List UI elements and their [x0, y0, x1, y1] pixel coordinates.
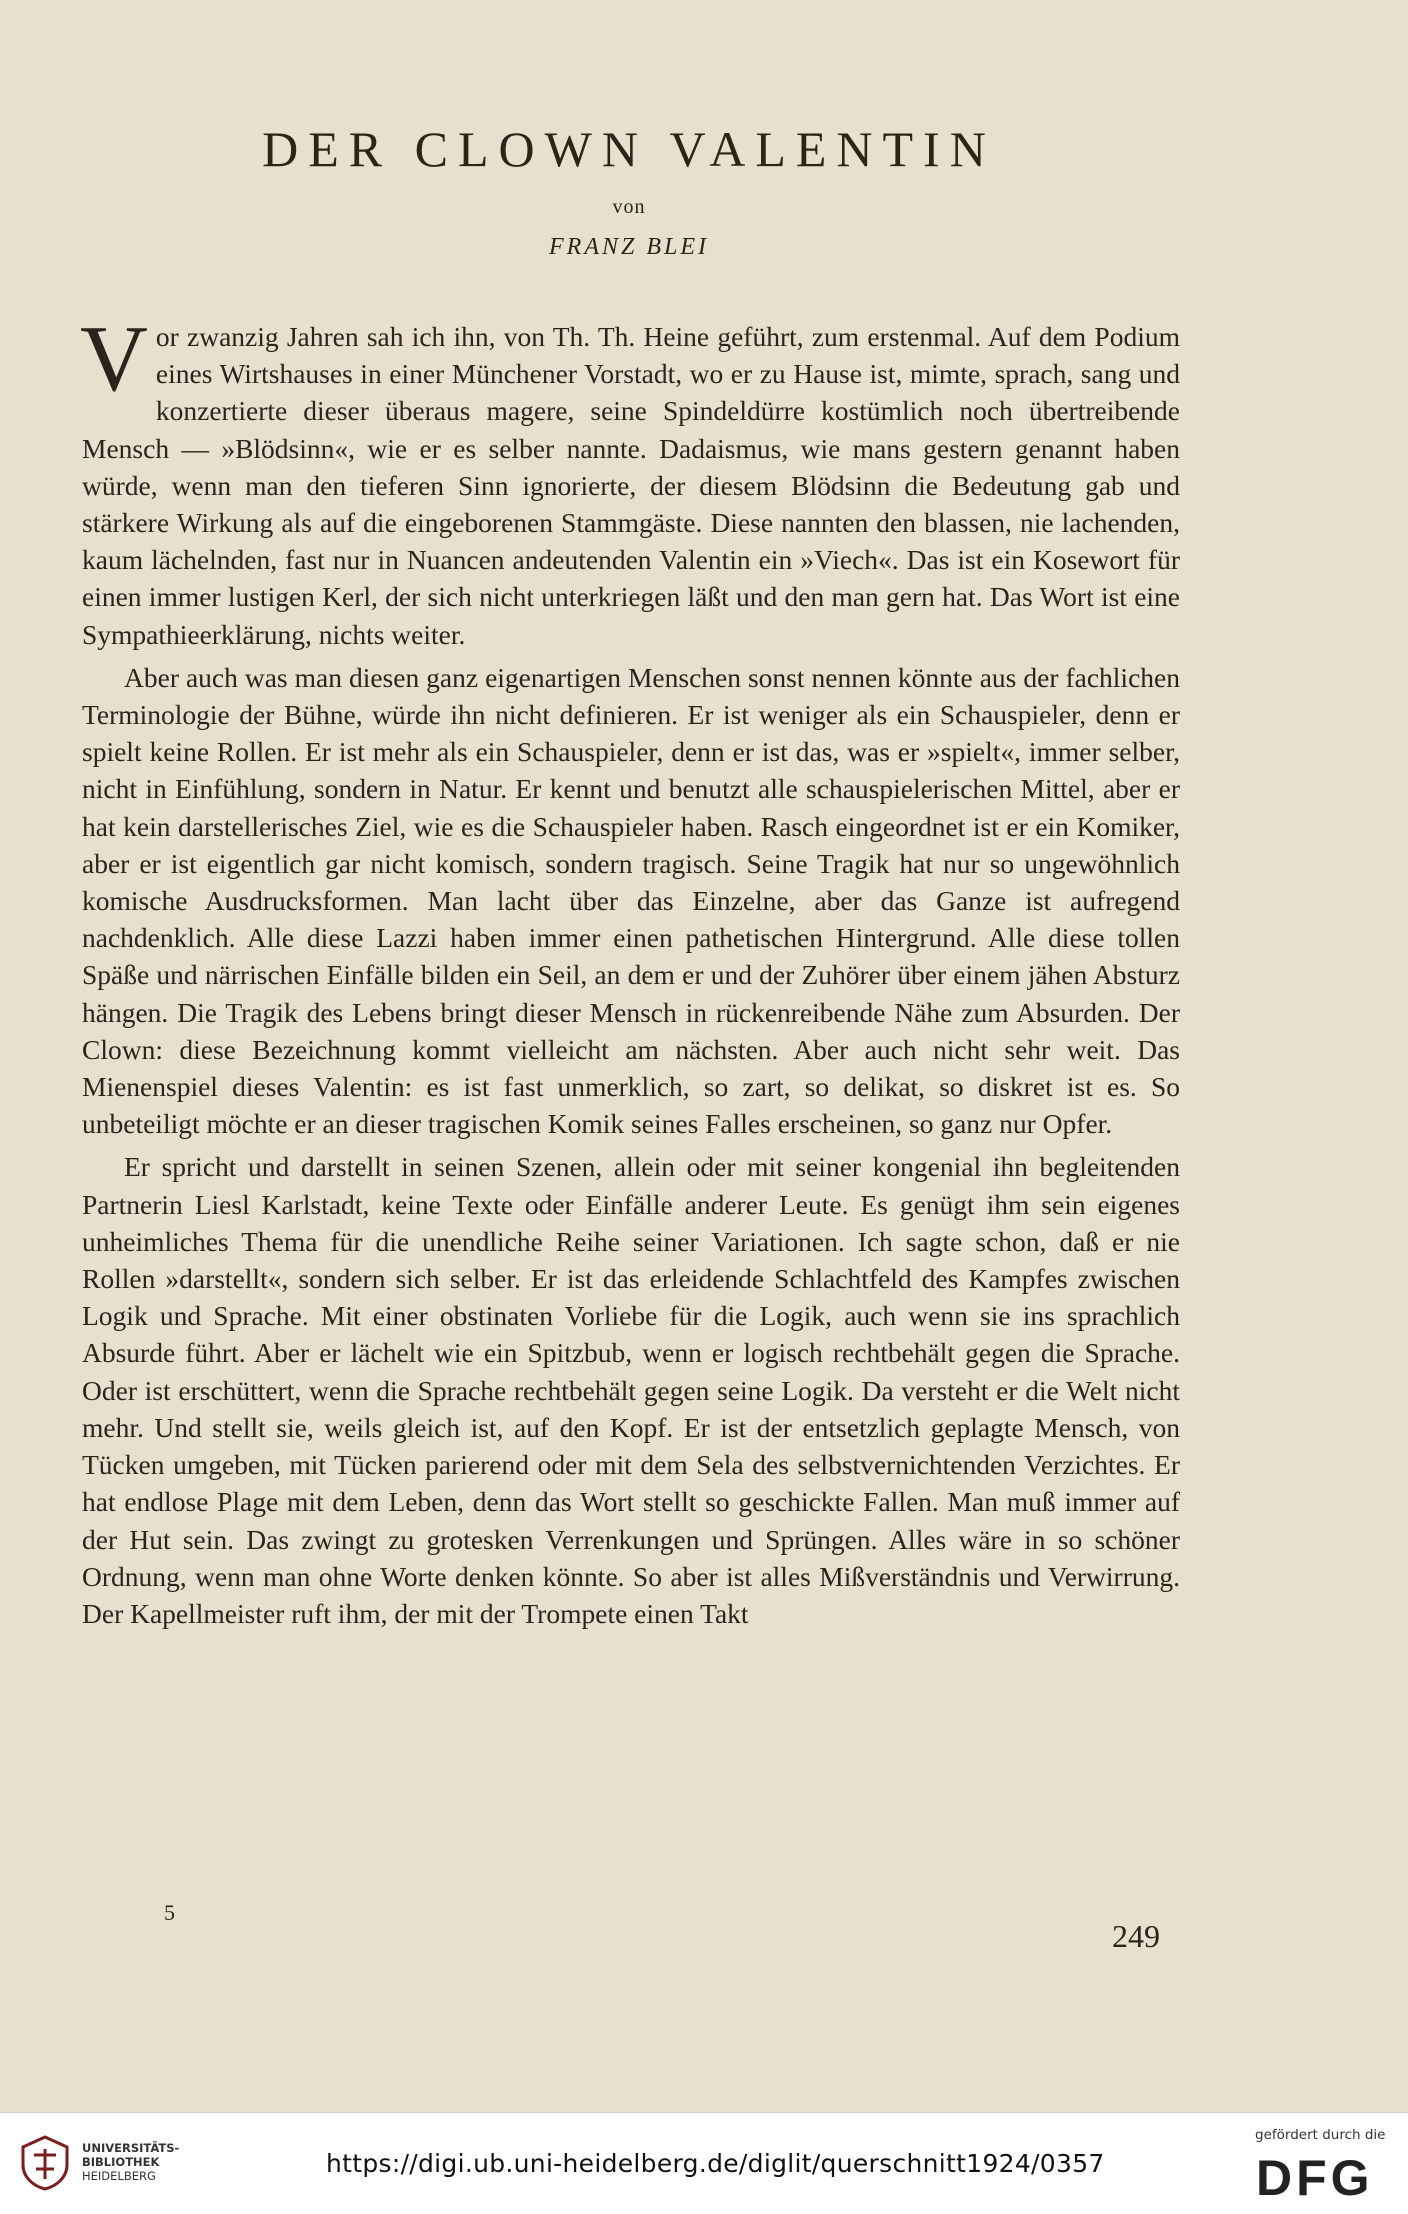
article-title: DER CLOWN VALENTIN — [262, 121, 996, 177]
library-line-2: BIBLIOTHEK — [82, 2155, 160, 2169]
funded-by-label: gefördert durch die — [1255, 2127, 1386, 2143]
article-body — [80, 307, 1180, 1632]
svg-text:DFG: DFG — [1256, 2150, 1374, 2203]
library-line-3: HEIDELBERG — [82, 2169, 156, 2183]
permalink-url[interactable]: https://digi.ub.uni-heidelberg.de/diglit/querschnitt1924/0357 — [326, 2149, 1105, 2178]
library-name — [82, 2141, 179, 2183]
university-seal-icon — [20, 2135, 70, 2191]
paragraph-3: Er spricht und darstellt in seinen Szenen, allein oder mit seiner kongenial ihn begleitenden Partnerin Liesl Karlstadt, keine Texte oder Einfälle anderer Leute. Es genügt ihm sein eigenes unheimliches Thema für die unendliche Reihe seiner Variationen. Ich sagte schon, daß er nie Rollen »darstellt«, sondern sich selber. Er ist das erleidende Schlachtfeld des Kampfes zwischen Logik und Sprache. Mit einer obstinaten Vorliebe für die Logik, auch wenn sie ins sprachlich Absurde führt. Aber er lächelt wie ein Spitzbub, wenn er logisch rechtbehält gegen die Sprache. Oder ist erschüttert, wenn die Sprache rechtbehält gegen seine Logik. Da versteht er die Welt nicht mehr. Und stellt sie, weils gleich ist, auf den Kopf. Er ist der entsetzlich geplagte Mensch, von Tücken umgeben, mit Tücken parierend oder mit dem Sela des selbstvernichtenden Verzichtes. Er hat endlose Plage mit dem Leben, denn das Wort stellt so geschickte Fallen. Man muß immer auf der Hut sein. Das zwingt zu grotesken Verrenkungen und Sprüngen. Alles wäre in so schöner Ordnung, wenn man ohne Worte denken könnte. So aber ist alles Mißverständnis und Verwirrung. Der Kapellmeister ruft ihm, der mit der Trompete einen Takt — [82, 1151, 1180, 1629]
paragraph-2: Aber auch was man diesen ganz eigenartigen Menschen sonst nennen könnte aus der fachlichen Terminologie der Bühne, würde ihn nicht definieren. Er ist weniger als ein Schauspieler, denn er spielt keine Rollen. Er ist mehr als ein Schauspieler, denn er ist das, was er »spielt«, immer selber, nicht in Einfühlung, sondern in Natur. Er kennt und benutzt alle schauspielerischen Mittel, aber er hat kein darstellerisches Ziel, wie es die Schauspieler haben. Rasch eingeordnet ist er ein Komiker, aber er ist eigentlich gar nicht komisch, sondern tragisch. Seine Tragik hat nur so ungewöhnlich komische Ausdrucksformen. Man lacht über das Einzelne, aber das Ganze ist aufregend nachdenklich. Alle diese Lazzi haben immer einen pathetischen Hintergrund. Alle diese tollen Späße und närrischen Einfälle bilden ein Seil, an dem er und der Zuhörer über einem jähen Absturz hängen. Die Tragik des Lebens bringt dieser Mensch in rückenreibende Nähe zum Absurden. Der Clown: diese Bezeichnung kommt vielleicht am nächsten. Aber auch nicht sehr weit. Das Mienenspiel dieses Valentin: es ist fast unmerklich, so zart, so delikat, so diskret ist es. So unbeteiligt möchte er an dieser tragischen Komik seines Falles erscheinen, so ganz nur Opfer. — [82, 661, 1180, 1140]
drop-cap: V — [80, 307, 148, 411]
signature-mark: 5 — [164, 1900, 175, 1925]
library-line-1: UNIVERSITÄTS- — [82, 2141, 180, 2155]
footer-bar — [0, 2112, 1408, 2214]
page-number: 249 — [1112, 1918, 1160, 1954]
author-name: FRANZ BLEI — [549, 234, 709, 260]
paragraph-1-text: or zwanzig Jahren sah ich ihn, von Th. Th. Heine geführt, zum erstenmal. Auf dem Podium eines Wirtshauses in einer Münchener Vorstadt, wo er zu Hause ist, mimte, sprach, sang und konzertierte dieser überaus magere, seine Spindeldürre kostümlich noch übertreibende Mensch — »Blödsinn«, wie er es selber nannte. Dadaismus, wie mans gestern genannt haben würde, wenn man den tieferen Sinn ignorierte, der diesem Blödsinn die Bedeutung gab und stärkere Wirkung als auf die eingeborenen Stammgäste. Diese nannten den blassen, nie lachenden, kaum lächelnden, fast nur in Nuancen andeutenden Valentin ein »Viech«. Das ist ein Kosewort für einen immer lustigen Kerl, der sich nicht unterkriegen läßt und den man gern hat. Das Wort ist eine Sympathieerklärung, nichts weiter. — [82, 321, 1180, 650]
byline-von: von — [612, 196, 646, 218]
paragraph-1 — [80, 307, 1180, 653]
dfg-logo-icon — [1252, 2149, 1392, 2203]
